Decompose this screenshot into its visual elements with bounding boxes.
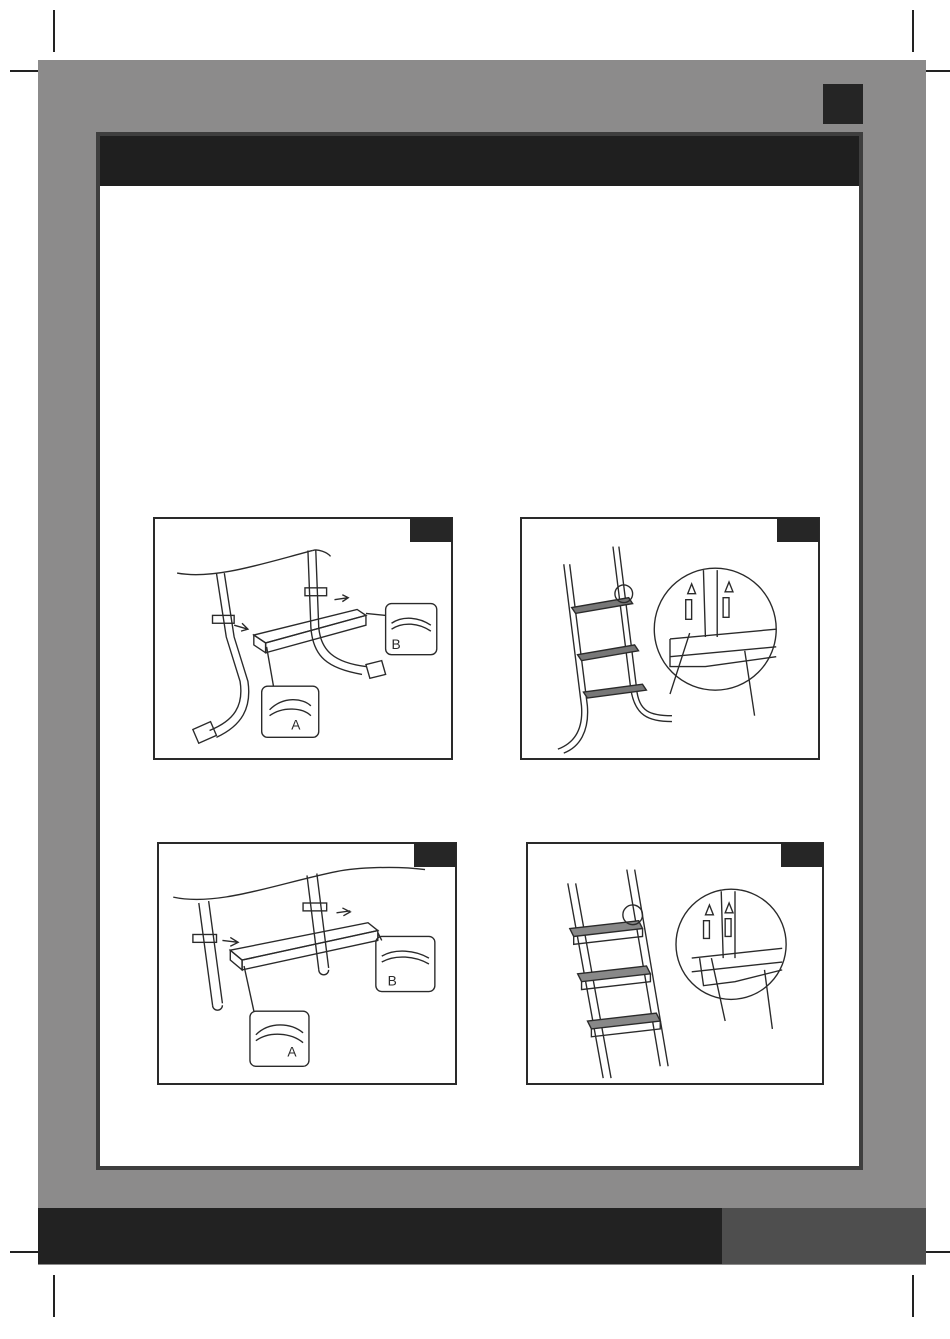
footer-bar [38,1208,722,1264]
step-attach-illustration [159,844,455,1083]
callout-label: B [391,636,401,652]
figure-panel-1 [153,517,453,760]
callout-label: A [287,1044,297,1060]
figure-panel-2 [520,517,820,760]
crop-mark [53,1275,55,1317]
page-number-badge [823,84,863,124]
callout-label: A [291,717,301,733]
footer-page-tab [722,1208,926,1264]
crop-mark [912,1275,914,1317]
figure-panel-4 [526,842,824,1085]
section-header-bar [100,136,859,186]
step-attach-illustration [155,519,451,758]
crop-mark [912,10,914,52]
crop-mark [53,10,55,52]
callout-label: B [387,973,397,989]
ladder-detail-illustration [522,519,818,758]
figure-panel-3 [157,842,457,1085]
content-frame [96,132,863,1170]
ladder-detail-illustration [528,844,822,1083]
